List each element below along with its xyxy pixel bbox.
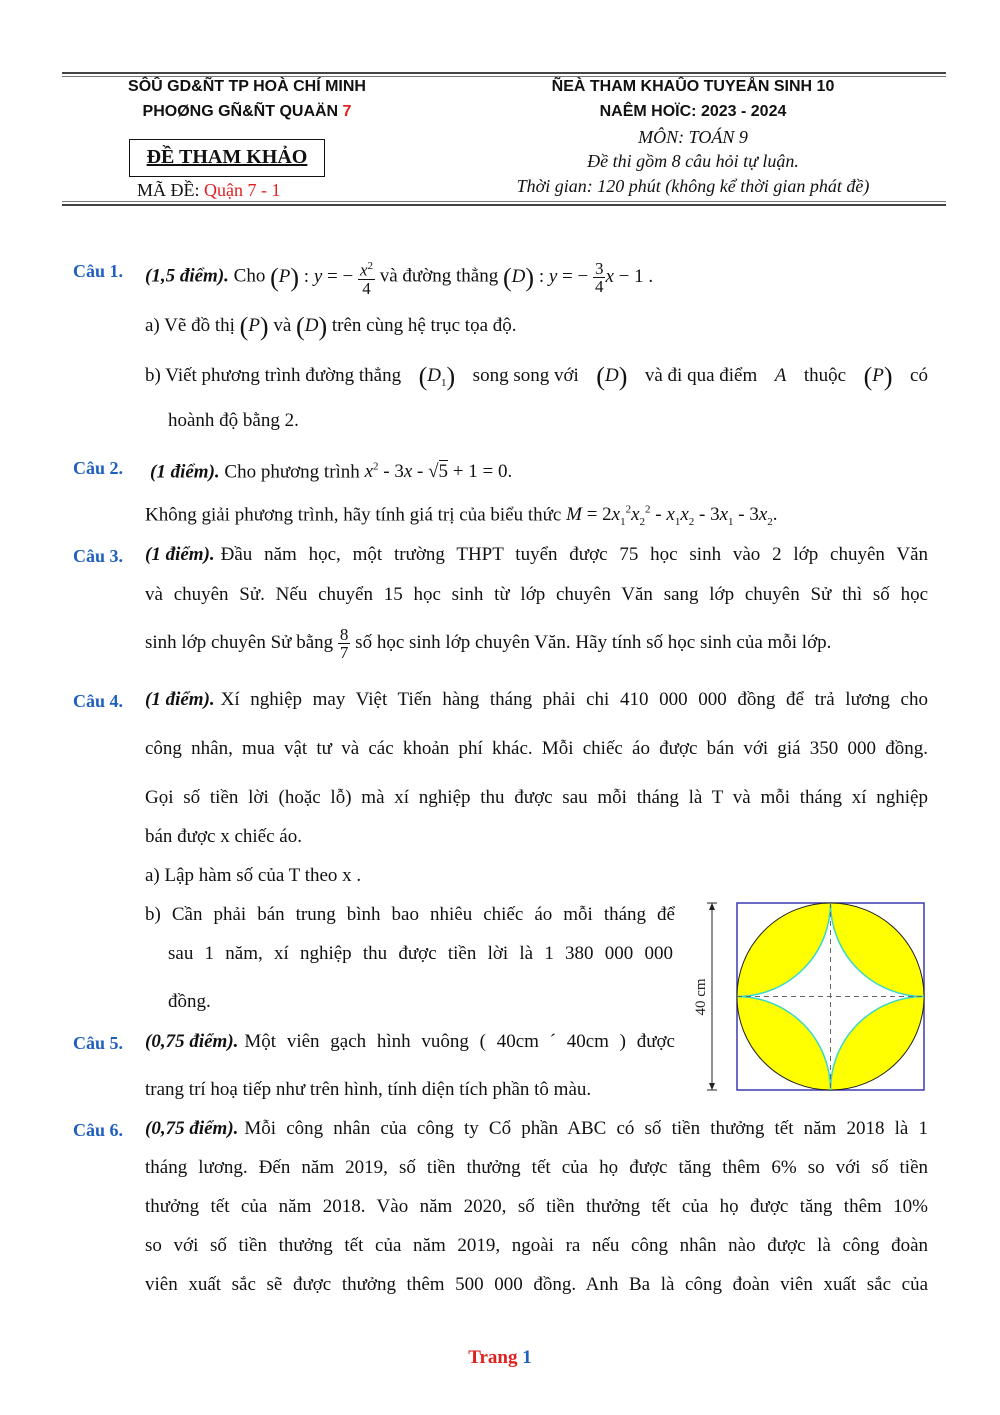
q1b-t1: b) Viết phương trình đường thẳng — [145, 365, 402, 386]
q5-label: Câu 5. — [73, 1033, 124, 1053]
header-bottom-rule — [62, 201, 946, 202]
exam-type-title — [129, 146, 325, 169]
q3-line3 — [145, 626, 831, 661]
q2-intro: Cho phương trình — [224, 461, 360, 483]
q1-parabola: (P) : y = − $\frac{x^2}{4}$ — [270, 260, 373, 298]
q1b-t5: có — [910, 365, 928, 386]
q1b-t4: thuộc — [803, 365, 847, 386]
subject: MÔN: TOÁN 9 — [638, 127, 748, 147]
q6-line1-row — [145, 1118, 928, 1140]
q1b-a: A — [774, 365, 787, 386]
q6-line1-text: Mỗi công nhân của công ty Cổ phần ABC có số tiền thưởng tết năm 2018 là 1 — [244, 1118, 928, 1139]
q1a-end: trên cùng hệ trục tọa độ. — [331, 315, 517, 336]
q1b-t3: và đi qua điểm — [644, 365, 758, 386]
q3-line2: và chuyên Sử. Nếu chuyển 15 học sinh từ lớp chuyên Văn sang lớp chuyên Sử thì số học — [145, 584, 928, 605]
q2-expression: $M = 2x_1^2x_2^2 - x_1x_2 - 3x_1 - 3x_2$. — [566, 504, 778, 529]
q4-part-b-line2: sau 1 năm, xí nghiệp thu được tiền lời là 1 380 000 000 — [168, 943, 673, 964]
q6-label: Câu 6. — [73, 1120, 124, 1140]
q3-line1 — [145, 544, 928, 566]
q1-points: (1,5 điểm). — [145, 265, 229, 287]
dept-name: SÔÛ GD&ÑT TP HOÀ CHÍ MINH — [128, 78, 366, 95]
exam-title: ÑEÀ THAM KHAÛO TUYEÅN SINH 10 — [551, 78, 835, 95]
q4-line2: công nhân, mua vật tư và các khoản phí khác. Mỗi chiếc áo được bán với giá 350 000 đồng. — [145, 738, 928, 759]
q4-label: Câu 4. — [73, 691, 124, 711]
q6-line1 — [145, 1118, 928, 1140]
office-district: 7 — [342, 103, 352, 120]
q1b-t2: song song với — [472, 365, 579, 386]
q5-line1 — [145, 1031, 675, 1053]
q5-line1-text: Một viên gạch hình vuông ( 40cm ´ 40cm ) được — [244, 1031, 675, 1052]
q2-equation: $x^2 - 3x - √5 + 1 = 0$. — [364, 461, 513, 483]
exam-code — [137, 180, 280, 201]
q5-line2: trang trí hoạ tiếp như trên hình, tính diện tích phần tô màu. — [145, 1079, 592, 1100]
dimension-arrow-top — [709, 903, 715, 910]
q1-mid: và đường thẳng — [379, 265, 499, 287]
exam-code-label: MÃ ĐỀ: — [137, 180, 204, 200]
q1-part-b-line2: hoành độ bằng 2. — [168, 410, 299, 431]
q3-line1-row — [145, 544, 928, 566]
q6-line3: thưởng tết của năm 2018. Vào năm 2020, số tiền thưởng tết của họ được tăng thêm 10% — [145, 1196, 928, 1217]
q6-line5: viên xuất sắc sẽ được thưởng thêm 500 000 đồng. Anh Ba là công đoàn viên xuất sắc của — [145, 1274, 928, 1295]
q6-points: (0,75 điểm). — [145, 1118, 239, 1139]
q1a-text: a) Vẽ đồ thị — [145, 315, 235, 336]
q1b-d: (D) — [596, 362, 628, 391]
header-top-rule-thin — [62, 76, 946, 77]
q3-line3a: sinh lớp chuyên Sử bằng — [145, 631, 334, 653]
page-footer — [115, 1347, 885, 1369]
q2-line2 — [145, 499, 778, 533]
dimension-arrow-bottom — [709, 1083, 715, 1090]
exam-type-text: ĐỀ THAM KHẢO — [146, 146, 308, 168]
q4-line1-text: Xí nghiệp may Việt Tiến hàng tháng phải chi 410 000 000 đồng để trả lương cho — [220, 689, 928, 710]
q3-line3b: số học sinh lớp chuyên Văn. Hãy tính số học sinh của mỗi lớp. — [355, 631, 832, 653]
q2-line2-text: Không giải phương trình, hãy tính giá trị của biểu thức — [145, 504, 562, 526]
exam-code-value: Quận 7 - 1 — [204, 180, 281, 200]
exam-info: Đề thi gồm 8 câu hỏi tự luận. — [587, 151, 799, 171]
q5-line1-row — [145, 1031, 675, 1053]
q2-statement — [150, 456, 512, 483]
q6-line2: tháng lương. Đến năm 2019, số tiền thưởng tết của họ được tăng thêm 6% so với số tiền — [145, 1157, 928, 1178]
q1b-p: (P) — [863, 362, 893, 391]
q4-line1-row — [145, 689, 928, 711]
q1-part-b — [145, 362, 928, 394]
q3-line1-text: Đầu năm học, một trường THPT tuyển được 75 học sinh vào 2 lớp chuyên Văn — [220, 544, 928, 565]
q3-label: Câu 3. — [73, 546, 124, 566]
page-number: 1 — [522, 1347, 532, 1368]
office-name — [62, 103, 432, 121]
office-name-text: PHOØNG GÑ&ÑT QUAÄN — [142, 103, 343, 120]
exam-time: Thời gian: 120 phút (không kể thời gian phát đề) — [516, 176, 870, 196]
q2-label: Câu 2. — [73, 458, 124, 478]
q4-line4: bán được x chiếc áo. — [145, 826, 302, 847]
q1b-d1: $(D_1)$ — [418, 362, 456, 391]
q6-line4: so với số tiền thưởng tết của năm 2019, ngoài ra nếu công nhân nào được là công đoàn — [145, 1235, 928, 1256]
q4-part-b-line3: đồng. — [168, 991, 211, 1012]
q4-part-a: a) Lập hàm số của T theo x . — [145, 865, 362, 886]
q1-statement — [145, 258, 653, 297]
page-word: Trang — [468, 1347, 518, 1368]
q4-points: (1 điểm). — [145, 689, 215, 710]
q1-label: Câu 1. — [73, 261, 124, 281]
q1-line: (D) : y = − $\frac{3}{4}$ x − 1 . — [503, 258, 654, 296]
q3-fraction: $\frac{8}{7}$ — [339, 625, 349, 662]
q4-line1 — [145, 689, 928, 711]
tile-figure — [690, 893, 955, 1098]
q5-points: (0,75 điểm). — [145, 1031, 239, 1052]
header-bottom-rule-thick — [62, 204, 946, 206]
school-year: NAÊM HOÏC: 2023 - 2024 — [599, 103, 787, 120]
q1-intro: Cho — [233, 265, 266, 287]
dimension-label: 40 cm — [693, 978, 709, 1016]
q4-part-b-line1: b) Cần phải bán trung bình bao nhiêu chiếc áo mỗi tháng để — [145, 904, 675, 925]
q3-points: (1 điểm). — [145, 544, 215, 565]
q1-part-a: a) Vẽ đồ thị (P) và (D) trên cùng hệ trục tọa độ. — [145, 312, 517, 341]
q4-line3: Gọi số tiền lời (hoặc lỗ) mà xí nghiệp thu được sau mỗi tháng là T và mỗi tháng xí nghiệp — [145, 787, 928, 808]
q2-points: (1 điểm). — [150, 461, 220, 483]
q1a-and: và — [273, 315, 292, 336]
header-top-rule — [62, 72, 946, 74]
